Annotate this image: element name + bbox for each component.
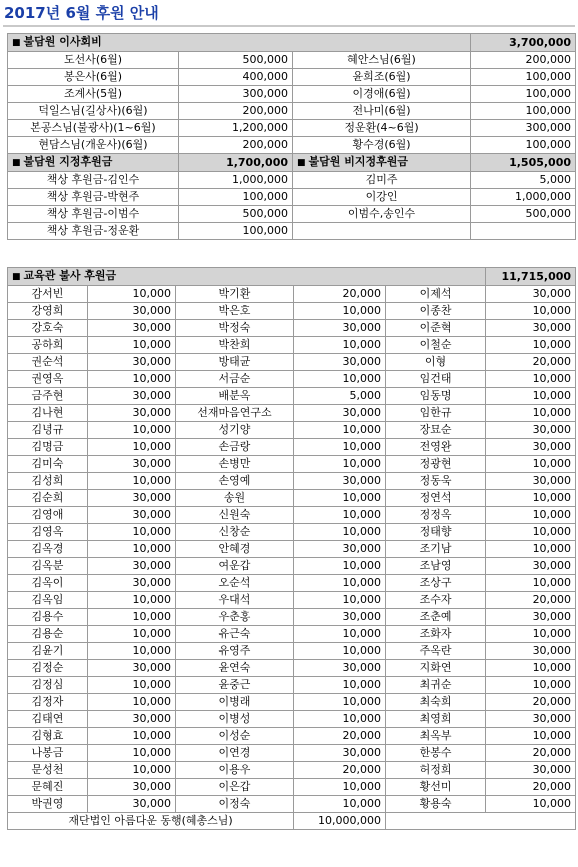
donor-name: 조화자 <box>386 626 486 643</box>
table-row <box>8 69 576 86</box>
donor-name: 김명금 <box>8 439 88 456</box>
donation-amount: 10,000 <box>486 303 576 320</box>
donation-amount: 10,000 <box>88 422 176 439</box>
donation-amount: 30,000 <box>486 439 576 456</box>
donation-amount: 20,000 <box>486 592 576 609</box>
square-bullet-icon: ■ <box>12 38 21 48</box>
donation-amount: 10,000 <box>88 745 176 762</box>
donation-amount: 10,000 <box>88 524 176 541</box>
donation-amount: 30,000 <box>294 609 386 626</box>
donation-amount: 20,000 <box>486 745 576 762</box>
donor-name: 정정옥 <box>386 507 486 524</box>
donor-name: 이경애(6월) <box>293 86 471 103</box>
donation-amount: 30,000 <box>486 473 576 490</box>
donation-amount: 10,000 <box>294 507 386 524</box>
donor-name: 우대석 <box>176 592 294 609</box>
donation-amount: 10,000 <box>88 473 176 490</box>
donor-name: 책상 후원금-이범수 <box>8 206 179 223</box>
table-row <box>8 439 576 456</box>
donation-amount: 10,000 <box>486 575 576 592</box>
section-total: 1,505,000 <box>471 154 576 172</box>
donor-name: 정연석 <box>386 490 486 507</box>
donor-name: 권영옥 <box>8 371 88 388</box>
table-row <box>8 286 576 303</box>
donation-amount: 30,000 <box>486 320 576 337</box>
donor-name: 김태연 <box>8 711 88 728</box>
table-row <box>8 405 576 422</box>
donor-name: 김옥분 <box>8 558 88 575</box>
donation-amount: 10,000 <box>294 643 386 660</box>
page-title: 2017년 6월 후원 안내 <box>4 4 159 22</box>
donor-name: 손금랑 <box>176 439 294 456</box>
donation-amount: 100,000 <box>471 137 576 154</box>
donor-name: 정광현 <box>386 456 486 473</box>
donation-amount: 100,000 <box>471 103 576 120</box>
table-row <box>8 354 576 371</box>
donation-amount: 10,000 <box>486 507 576 524</box>
table-row <box>8 223 576 240</box>
donor-name: 덕일스님(길상사)(6월) <box>8 103 179 120</box>
donor-name: 황용숙 <box>386 796 486 813</box>
donor-name <box>293 223 471 240</box>
section-total: 3,700,000 <box>471 34 576 52</box>
donation-amount: 20,000 <box>294 762 386 779</box>
table-row <box>8 120 576 137</box>
donor-name: 재단법인 아름다운 동행(혜총스님) <box>8 813 294 830</box>
table-row <box>8 711 576 728</box>
donor-name: 임동명 <box>386 388 486 405</box>
donation-amount: 10,000 <box>486 388 576 405</box>
donation-amount: 30,000 <box>294 473 386 490</box>
donor-name: 조상구 <box>386 575 486 592</box>
donation-amount: 10,000 <box>88 626 176 643</box>
donation-amount: 10,000 <box>294 524 386 541</box>
donor-name: 금주현 <box>8 388 88 405</box>
donation-amount: 500,000 <box>471 206 576 223</box>
donor-name: 최귀순 <box>386 677 486 694</box>
donor-name: 이형 <box>386 354 486 371</box>
donation-amount: 30,000 <box>88 490 176 507</box>
donation-amount: 20,000 <box>486 694 576 711</box>
donation-amount: 10,000 <box>294 422 386 439</box>
table-row <box>8 558 576 575</box>
donation-amount: 30,000 <box>88 796 176 813</box>
donation-amount: 10,000 <box>294 439 386 456</box>
donor-name: 문성천 <box>8 762 88 779</box>
donor-name: 혜안스님(6월) <box>293 52 471 69</box>
square-bullet-icon: ■ <box>12 272 21 282</box>
donor-name: 오순석 <box>176 575 294 592</box>
donation-amount: 30,000 <box>486 558 576 575</box>
table-row <box>8 524 576 541</box>
donor-name: 여운갑 <box>176 558 294 575</box>
donation-amount: 30,000 <box>294 354 386 371</box>
donor-name: 이연경 <box>176 745 294 762</box>
table-row <box>8 422 576 439</box>
donation-amount: 10,000 <box>486 337 576 354</box>
donation-amount: 10,000 <box>88 371 176 388</box>
donation-amount: 30,000 <box>88 711 176 728</box>
table-row <box>8 303 576 320</box>
donor-name: 공하희 <box>8 337 88 354</box>
donor-name: 장묘순 <box>386 422 486 439</box>
donor-name: 한봉수 <box>386 745 486 762</box>
donation-amount: 10,000 <box>88 694 176 711</box>
donation-amount: 10,000 <box>486 490 576 507</box>
table-row <box>8 473 576 490</box>
donation-amount: 100,000 <box>179 223 293 240</box>
table-row <box>8 592 576 609</box>
donation-amount: 10,000 <box>294 337 386 354</box>
donor-name: 우춘홍 <box>176 609 294 626</box>
donor-name: 책상 후원금-김인수 <box>8 172 179 189</box>
donor-name: 이범수,송인수 <box>293 206 471 223</box>
education-hall-donation-table <box>7 267 576 830</box>
donation-amount <box>471 223 576 240</box>
donor-name: 박정숙 <box>176 320 294 337</box>
donor-name: 황수경(6월) <box>293 137 471 154</box>
donor-name: 최영희 <box>386 711 486 728</box>
donor-name: 서금순 <box>176 371 294 388</box>
donor-name: 김미숙 <box>8 456 88 473</box>
donor-name: 김녕규 <box>8 422 88 439</box>
donation-amount: 10,000 <box>294 558 386 575</box>
donation-amount: 20,000 <box>294 728 386 745</box>
donation-amount: 30,000 <box>88 303 176 320</box>
donation-amount: 30,000 <box>486 643 576 660</box>
donation-amount: 400,000 <box>179 69 293 86</box>
donor-name: 도선사(6월) <box>8 52 179 69</box>
section-label: 불담원 지정후원금 <box>23 155 113 168</box>
donor-name: 배분옥 <box>176 388 294 405</box>
donor-name: 강호숙 <box>8 320 88 337</box>
table-row <box>8 103 576 120</box>
donation-amount: 20,000 <box>294 286 386 303</box>
donation-amount: 200,000 <box>179 137 293 154</box>
table-row <box>8 745 576 762</box>
donor-name: 신원숙 <box>176 507 294 524</box>
table-row <box>8 388 576 405</box>
donor-name: 본공스님(불광사)(1~6월) <box>8 120 179 137</box>
table-row <box>8 137 576 154</box>
donor-name: 김성희 <box>8 473 88 490</box>
donation-amount: 30,000 <box>486 711 576 728</box>
table-row <box>8 575 576 592</box>
donation-amount: 100,000 <box>471 69 576 86</box>
donation-amount: 10,000 <box>88 439 176 456</box>
donation-amount: 10,000 <box>486 456 576 473</box>
donation-amount: 30,000 <box>88 660 176 677</box>
donor-name: 황선미 <box>386 779 486 796</box>
donor-name: 송원 <box>176 490 294 507</box>
donation-amount: 30,000 <box>294 320 386 337</box>
donation-amount: 30,000 <box>486 762 576 779</box>
table-row <box>8 490 576 507</box>
donor-name: 이제석 <box>386 286 486 303</box>
donor-name: 이성순 <box>176 728 294 745</box>
donation-amount: 10,000 <box>88 337 176 354</box>
donation-amount: 10,000 <box>486 728 576 745</box>
donation-amount: 10,000 <box>88 728 176 745</box>
table-row <box>8 643 576 660</box>
donation-amount: 30,000 <box>294 660 386 677</box>
donation-amount: 10,000 <box>486 677 576 694</box>
donation-amount: 10,000 <box>486 371 576 388</box>
table-row <box>8 371 576 388</box>
table-row <box>8 677 576 694</box>
donation-amount: 10,000 <box>294 490 386 507</box>
donation-amount: 10,000 <box>88 677 176 694</box>
square-bullet-icon: ■ <box>297 158 306 168</box>
donation-amount: 300,000 <box>179 86 293 103</box>
donor-name: 윤중근 <box>176 677 294 694</box>
donor-name: 전영완 <box>386 439 486 456</box>
donor-name: 권순석 <box>8 354 88 371</box>
table-row <box>8 172 576 189</box>
donor-name: 주옥란 <box>386 643 486 660</box>
square-bullet-icon: ■ <box>12 158 21 168</box>
donor-name: 임건태 <box>386 371 486 388</box>
donation-amount: 30,000 <box>486 422 576 439</box>
section-total: 1,700,000 <box>179 154 293 172</box>
table-row <box>8 52 576 69</box>
table-row <box>8 694 576 711</box>
donor-name: 김정자 <box>8 694 88 711</box>
donation-amount: 10,000 <box>486 524 576 541</box>
donor-name: 감서빈 <box>8 286 88 303</box>
donation-amount: 10,000 <box>486 541 576 558</box>
donation-amount: 10,000 <box>88 286 176 303</box>
donation-amount: 30,000 <box>294 541 386 558</box>
donation-amount: 10,000 <box>88 609 176 626</box>
donation-amount: 30,000 <box>88 320 176 337</box>
donor-name: 이용우 <box>176 762 294 779</box>
table-row <box>8 86 576 103</box>
table-row <box>8 779 576 796</box>
empty-cell <box>386 813 576 830</box>
table-row <box>8 728 576 745</box>
donation-amount: 20,000 <box>486 779 576 796</box>
donor-name: 김형효 <box>8 728 88 745</box>
donor-name: 김영옥 <box>8 524 88 541</box>
donor-name: 지화연 <box>386 660 486 677</box>
donor-name: 박기환 <box>176 286 294 303</box>
donor-name: 이병래 <box>176 694 294 711</box>
donation-amount: 30,000 <box>486 609 576 626</box>
donor-name: 조춘예 <box>386 609 486 626</box>
donor-name: 책상 후원금-박현주 <box>8 189 179 206</box>
donor-name: 이병성 <box>176 711 294 728</box>
table-row <box>8 206 576 223</box>
donor-name: 윤희조(6월) <box>293 69 471 86</box>
donation-amount: 30,000 <box>88 779 176 796</box>
section-label: 불담원 이사회비 <box>23 35 102 48</box>
donor-name: 손병만 <box>176 456 294 473</box>
donation-amount: 200,000 <box>471 52 576 69</box>
table-row <box>8 541 576 558</box>
donation-amount: 100,000 <box>179 189 293 206</box>
donation-amount: 5,000 <box>294 388 386 405</box>
table-row <box>8 189 576 206</box>
donor-name: 김영애 <box>8 507 88 524</box>
donation-amount: 10,000,000 <box>294 813 386 830</box>
donor-name: 김정순 <box>8 660 88 677</box>
donation-amount: 1,200,000 <box>179 120 293 137</box>
donor-name: 윤연숙 <box>176 660 294 677</box>
table-row <box>8 796 576 813</box>
donor-name: 유근숙 <box>176 626 294 643</box>
donor-name: 책상 후원금-정운환 <box>8 223 179 240</box>
donor-name: 김정심 <box>8 677 88 694</box>
donation-amount: 10,000 <box>294 694 386 711</box>
donor-name: 정운환(4~6월) <box>293 120 471 137</box>
donor-name: 최숙희 <box>386 694 486 711</box>
donation-amount: 10,000 <box>88 762 176 779</box>
donation-amount: 30,000 <box>88 575 176 592</box>
donor-name: 김용순 <box>8 626 88 643</box>
donor-name: 조기남 <box>386 541 486 558</box>
donor-name: 김옥임 <box>8 592 88 609</box>
donor-name: 임한규 <box>386 405 486 422</box>
donation-amount: 30,000 <box>486 286 576 303</box>
donation-amount: 10,000 <box>486 405 576 422</box>
donation-amount: 30,000 <box>88 456 176 473</box>
donor-name: 봉은사(6월) <box>8 69 179 86</box>
donation-amount: 30,000 <box>294 745 386 762</box>
donation-amount: 1,000,000 <box>471 189 576 206</box>
donation-amount: 10,000 <box>486 660 576 677</box>
donor-name: 이은갑 <box>176 779 294 796</box>
donation-amount: 500,000 <box>179 206 293 223</box>
donor-name: 현담스님(개운사)(6월) <box>8 137 179 154</box>
table-row <box>8 320 576 337</box>
donation-amount: 1,000,000 <box>179 172 293 189</box>
section-label: 불담원 비지정후원금 <box>308 155 408 168</box>
section-header-education-hall <box>8 268 576 286</box>
donor-name: 김옥경 <box>8 541 88 558</box>
donor-name: 유영주 <box>176 643 294 660</box>
table-row-foundation <box>8 813 576 830</box>
donation-amount: 300,000 <box>471 120 576 137</box>
table-row <box>8 337 576 354</box>
donor-name: 정태향 <box>386 524 486 541</box>
donation-amount: 10,000 <box>294 592 386 609</box>
donor-name: 김나현 <box>8 405 88 422</box>
donation-amount: 10,000 <box>88 643 176 660</box>
donor-name: 박은호 <box>176 303 294 320</box>
donor-name: 박찬희 <box>176 337 294 354</box>
donor-name: 조남영 <box>386 558 486 575</box>
table-row <box>8 660 576 677</box>
donor-name: 최옥부 <box>386 728 486 745</box>
table-row <box>8 507 576 524</box>
donation-amount: 100,000 <box>471 86 576 103</box>
table-row <box>8 762 576 779</box>
donation-amount: 10,000 <box>294 779 386 796</box>
table-row <box>8 609 576 626</box>
donation-amount: 10,000 <box>294 677 386 694</box>
donor-name: 김순희 <box>8 490 88 507</box>
donation-amount: 10,000 <box>88 592 176 609</box>
donor-name: 이철순 <box>386 337 486 354</box>
donor-name: 방태균 <box>176 354 294 371</box>
donation-amount: 10,000 <box>294 796 386 813</box>
donation-amount: 10,000 <box>294 456 386 473</box>
donor-name: 선재마음연구소 <box>176 405 294 422</box>
donor-name: 박권영 <box>8 796 88 813</box>
donation-amount: 500,000 <box>179 52 293 69</box>
donation-amount: 10,000 <box>294 711 386 728</box>
donor-name: 안혜경 <box>176 541 294 558</box>
donor-name: 김미주 <box>293 172 471 189</box>
donor-name: 허정희 <box>386 762 486 779</box>
donor-name: 조수자 <box>386 592 486 609</box>
donation-amount: 10,000 <box>486 796 576 813</box>
donor-name: 김옥이 <box>8 575 88 592</box>
donor-name: 신창순 <box>176 524 294 541</box>
section-header-designated <box>8 154 576 172</box>
donor-name: 이준혁 <box>386 320 486 337</box>
donor-name: 나봉금 <box>8 745 88 762</box>
donor-name: 강영희 <box>8 303 88 320</box>
donation-amount: 5,000 <box>471 172 576 189</box>
title-divider <box>3 25 575 27</box>
board-donation-table <box>7 33 576 240</box>
table-row <box>8 626 576 643</box>
donation-amount: 10,000 <box>486 626 576 643</box>
donor-name: 김용수 <box>8 609 88 626</box>
donor-name: 조계사(5월) <box>8 86 179 103</box>
donor-name: 성기양 <box>176 422 294 439</box>
donation-amount: 30,000 <box>88 558 176 575</box>
donation-amount: 30,000 <box>88 507 176 524</box>
donor-name: 이강인 <box>293 189 471 206</box>
donor-name: 이종찬 <box>386 303 486 320</box>
donor-name: 전나미(6월) <box>293 103 471 120</box>
donor-name: 손영예 <box>176 473 294 490</box>
section-total: 11,715,000 <box>486 268 576 286</box>
table-row <box>8 456 576 473</box>
donation-amount: 10,000 <box>294 371 386 388</box>
donor-name: 김윤기 <box>8 643 88 660</box>
donation-amount: 30,000 <box>88 405 176 422</box>
donor-name: 정동욱 <box>386 473 486 490</box>
donation-amount: 30,000 <box>294 405 386 422</box>
donation-amount: 10,000 <box>294 575 386 592</box>
section-header-board-fees <box>8 34 576 52</box>
donation-amount: 200,000 <box>179 103 293 120</box>
donor-name: 문혜진 <box>8 779 88 796</box>
donation-amount: 10,000 <box>88 541 176 558</box>
donation-amount: 10,000 <box>294 626 386 643</box>
donation-amount: 20,000 <box>486 354 576 371</box>
donation-amount: 30,000 <box>88 354 176 371</box>
donation-amount: 30,000 <box>88 388 176 405</box>
donation-amount: 10,000 <box>294 303 386 320</box>
section-label: 교육관 불사 후원금 <box>23 269 117 282</box>
donor-name: 이정숙 <box>176 796 294 813</box>
